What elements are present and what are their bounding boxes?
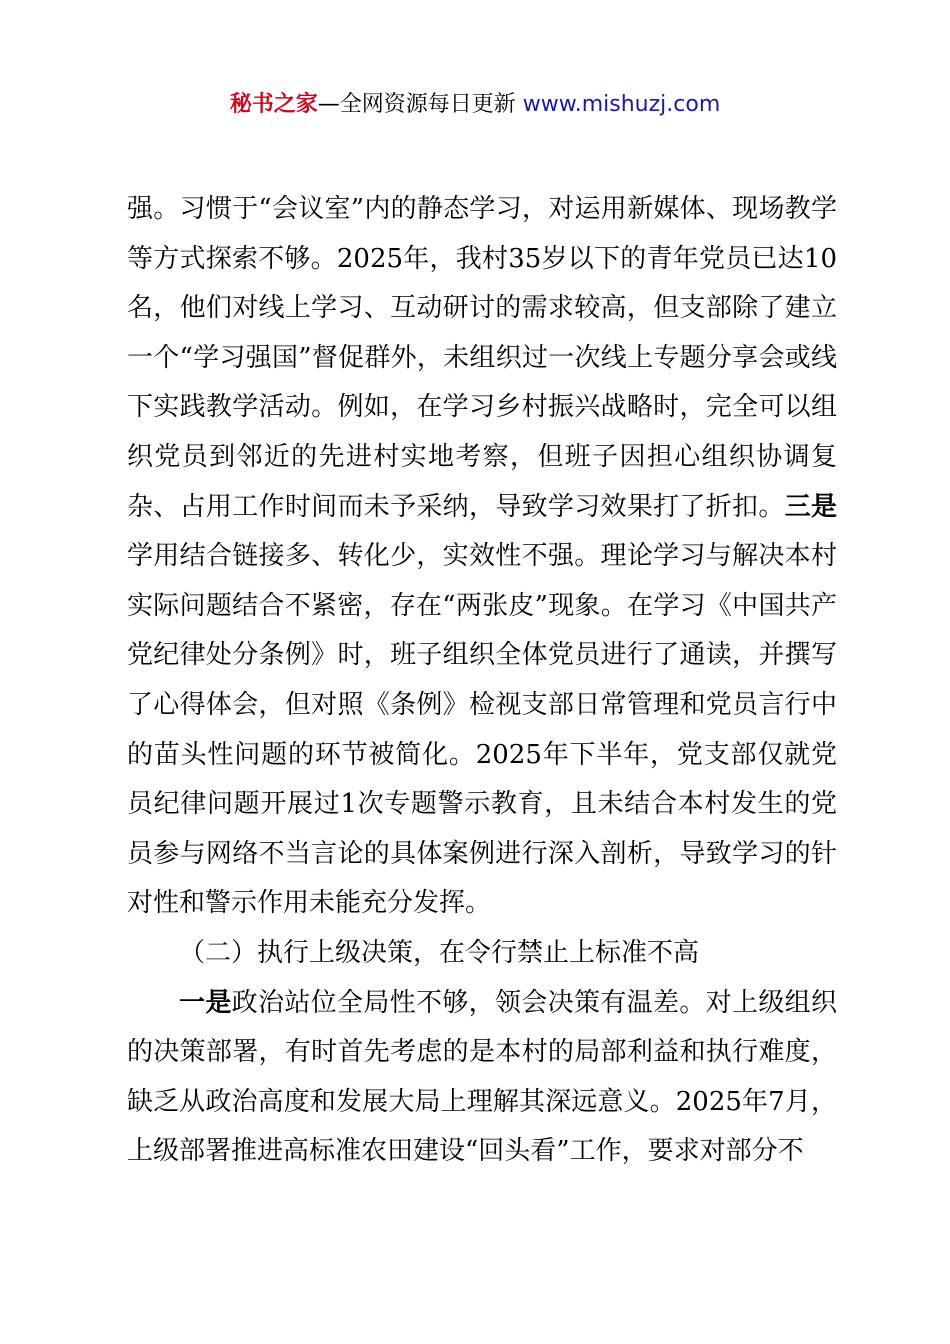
header-separator: —	[317, 92, 340, 117]
header-url-link[interactable]: www.mishuzj.com	[522, 92, 721, 117]
page-header	[0, 90, 950, 120]
point-three-lead: 三是	[784, 491, 837, 522]
brand-name: 秘书之家	[229, 92, 318, 117]
paragraph-point-one	[127, 979, 837, 1177]
paragraph-text: 政治站位全局性不够，领会决策有温差。对上级组织的决策部署，有时首先考虑的是本村的局部利益和执行难度，缺乏从政治高度和发展大局上理解其深远意义。2025年7月，上级部署推进高标准农田建设“回头看”工作，要求对部分不	[127, 987, 837, 1167]
paragraph-text: 强。习惯于“会议室”内的静态学习，对运用新媒体、现场教学等方式探索不够。2025年，我村35岁以下的青年党员已达10名，他们对线上学习、互动研讨的需求较高，但支部除了建立一个“学习强国”督促群外，未组织过一次线上专题分享会或线下实践教学活动。例如，在学习乡村振兴战略时，完全可以组织党员到邻近的先进村实地考察，但班子因担心组织协调复杂、占用工作时间而未予采纳，导致学习效果打了折扣。	[127, 194, 837, 522]
document-body	[127, 185, 837, 1177]
point-one-lead: 一是	[179, 987, 232, 1018]
header-tagline: 全网资源每日更新	[339, 92, 516, 117]
paragraph-text: 学用结合链接多、转化少，实效性不强。理论学习与解决本村实际问题结合不紧密，存在“两张皮”现象。在学习《中国共产党纪律处分条例》时，班子组织全体党员进行了通读，并撰写了心得体会，但对照《条例》检视支部日常管理和党员言行中的苗头性问题的环节被简化。2025年下半年，党支部仅就党员纪律问题开展过1次专题警示教育，且未结合本村发生的党员参与网络不当言论的具体案例进行深入剖析，导致学习的针对性和警示作用未能充分发挥。	[127, 541, 837, 919]
paragraph-continued	[127, 185, 837, 929]
section-heading: （二）执行上级决策，在令行禁止上标准不高	[179, 937, 700, 968]
